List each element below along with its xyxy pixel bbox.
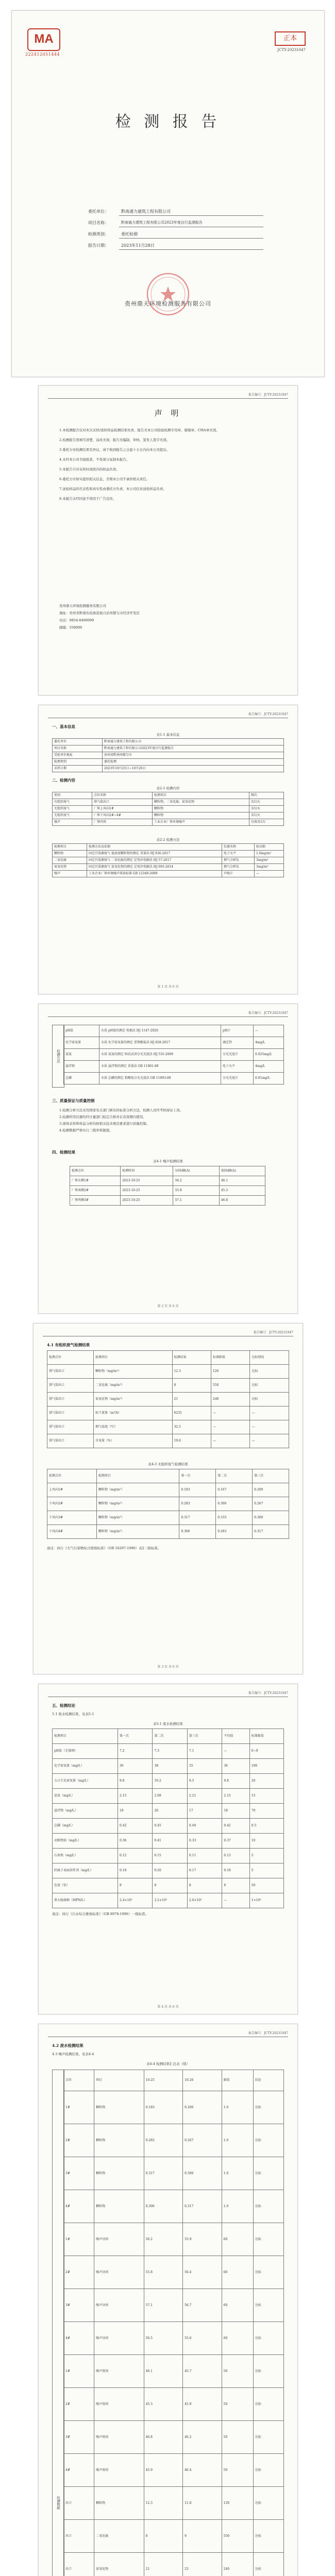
page-header: 报告编号：JCTY-20231047: [248, 1691, 288, 1695]
page-number: 第 3 页 共 6 页: [157, 1665, 179, 1669]
table-row: 化学需氧量 水质 化学需氧量的测定 重铬酸盐法 HJ 828-2017 滴定管 4mg/L: [64, 1037, 284, 1049]
wastewater-table: [52, 1728, 284, 1908]
page-number: 第 4 页 共 6 页: [157, 2005, 179, 2009]
table-row: 厂界南侧2# 2023-10-25 55.8 45.3: [70, 1186, 265, 1196]
contact-line: 邮编：558000: [59, 625, 82, 630]
table-row: 检测点位 检测时间 昼间dB(A) 夜间dB(A): [70, 1166, 265, 1176]
field-label: 报告日期：: [88, 243, 109, 248]
table-row: 氮氧化物 固定污染源废气 氮氧化物的测定 定电位电解法 HJ 693-2014 烟气分析仪 3mg/m³: [53, 864, 284, 871]
table-row: 检测点位 检测项目 检测结果 标准限值 达标情况: [47, 1351, 289, 1365]
declaration-item: 1.本检测报告仅对本次采样/送样样品检测结果负责，报告无本公司检验检测专用章、骑缝章、CMA章无效。: [59, 428, 220, 432]
table-row: 4# 颗粒物 0.300 0.317 1.0 达标: [64, 2190, 284, 2223]
table-row: 检测点位 检测项目 第一次 第二次 第三次: [47, 1469, 289, 1483]
table-row: 下风向3# 颗粒物（mg/m³） 0.317 0.333 0.300: [47, 1511, 289, 1525]
table-row: 下风向2# 颗粒物（mg/m³） 0.283 0.300 0.267: [47, 1497, 289, 1511]
table-row: 二氧化硫 固定污染源废气 二氧化硫的测定 定电位电解法 HJ 57-2017 烟气分析仪 3mg/m³: [53, 857, 284, 864]
field-value: 2023年11月28日: [121, 243, 155, 248]
table-row: 五日生化需氧量（mg/L） 9.8 10.2 9.5 9.8 20: [53, 1774, 284, 1789]
section-title: 四、检测结果: [52, 1150, 75, 1155]
section-title: 五、检测结论: [52, 1703, 75, 1708]
header-rule: [48, 1016, 288, 1017]
table-row: 排气筒出口 烟气温度（℃） 32.5 — —: [47, 1420, 289, 1434]
table-row: 项目名称 黔南通力建筑工程有限公司2023年度自行监测报告: [53, 745, 284, 752]
section-title: 4.2 废水检测结果: [52, 2043, 83, 2048]
table-row: 出口 颗粒物 12.3 11.8 120 达标: [64, 2487, 284, 2520]
basic-info-table: [52, 738, 284, 772]
field-label: 委托单位：: [88, 209, 109, 214]
table-row: 总磷（mg/L） 0.42 0.45 0.40 0.42 0.5: [53, 1819, 284, 1834]
qa-list: [59, 1107, 281, 1134]
table-row: 检测项目 第一次 第二次 第三次 平均值 标准限值: [53, 1729, 284, 1744]
section-title: 二、检测内容: [52, 778, 75, 783]
contact-line: 地址：贵州省黔南布依族苗族自治州都匀市经济开发区: [59, 611, 140, 615]
summary-results-page: [38, 2024, 298, 2576]
field-label: 项目名称：: [88, 221, 109, 225]
ma-number: 222412051444: [25, 52, 60, 57]
table-row: 2# 噪声夜间 45.3 45.9 50 达标: [64, 2388, 284, 2421]
table-row: pH值（无量纲） 7.2 7.3 7.1 — 6~9: [53, 1744, 284, 1759]
table-row: 采样日期 2023年10月25日~10月26日: [53, 766, 284, 772]
page-number: 第 2 页 共 6 页: [157, 1304, 179, 1308]
table-row: 3# 噪声夜间 46.8 46.2 50 达标: [64, 2421, 284, 2454]
field-underline: [119, 215, 263, 216]
company-seal-icon: [145, 271, 191, 317]
field-value: 黔南通力建筑工程有限公司: [121, 209, 171, 214]
original-copy-stamp: 正本: [275, 31, 306, 46]
report-number: JCTY-20231047: [277, 48, 306, 52]
table-caption: 表4-4 检测结果汇总表（续）: [146, 2062, 190, 2066]
table-row: 3# 噪声昼间 57.1 56.7 60 达标: [64, 2289, 284, 2322]
side-label: 检测数据: [52, 2070, 64, 2576]
section-title: 一、基本信息: [52, 724, 75, 729]
table-header-row: 点位 项目 10-25 10-26 限值 结论: [64, 2070, 284, 2091]
table-row: 1# 噪声昼间 56.2 55.9 60 达标: [64, 2223, 284, 2256]
header-rule: [48, 398, 288, 399]
cover-field-row: [88, 207, 263, 218]
unorganized-gas-table: [47, 1469, 289, 1539]
table-row: 无组织废气 厂界下风向2#~4# 颗粒物 3次/天: [53, 812, 284, 819]
methods-qa-page: [38, 1004, 298, 1314]
contact-line: 电话：0854-8400099: [59, 618, 94, 622]
cover-field-row: [88, 229, 263, 241]
table-row: 化学需氧量（mg/L） 36 38 35 36 100: [53, 1759, 284, 1774]
methods-table: [63, 1025, 284, 1084]
table-row: 检测类别 委托检测: [53, 759, 284, 766]
table-caption: 表5-1 废水检测结果: [153, 1722, 183, 1726]
summary-table: [63, 2070, 284, 2576]
declaration-page: [38, 385, 298, 696]
declaration-item: 5.本报告只对采样时间段内的样品负责。: [59, 467, 120, 471]
table-row: 受检单位地址 贵州省黔南州都匀市: [53, 752, 284, 759]
table-note: 备注：执行《污水综合排放标准》（GB 8978-1996）一级标准。: [52, 1912, 149, 1916]
table-row: 2# 噪声昼间 55.8 56.4 60 达标: [64, 2256, 284, 2289]
table-row: 阴离子表面活性剂（mg/L） 0.18 0.20 0.17 0.18 5: [53, 1863, 284, 1878]
method-table: [52, 843, 284, 877]
noise-table: [70, 1166, 265, 1206]
table-row: 有组织废气 排气筒出口 颗粒物、二氧化硫、氮氧化物 3次/天: [53, 799, 284, 806]
table-row: 排气筒出口 标干流量（m³/h） 6235 — —: [47, 1406, 289, 1420]
table-row: 上风向1# 颗粒物（mg/m³） 0.183 0.167 0.200: [47, 1483, 289, 1497]
table-row: pH值 水质 pH值的测定 电极法 HJ 1147-2020 pH计 —: [64, 1025, 284, 1037]
table-caption: 4.1 有组织废气检测结果: [47, 1343, 90, 1347]
cover-field-row: [88, 241, 263, 252]
table-row: 无组织废气 厂界上风向1# 颗粒物 3次/天: [53, 806, 284, 812]
table-row: 石油类（mg/L） 0.12 0.15 0.11 0.13 5: [53, 1849, 284, 1863]
sub-section-title: 4.3 噪声检测结果，见表4-4: [52, 2052, 94, 2056]
field-label: 检测类别：: [88, 232, 109, 236]
declaration-item: 4.未经本公司书面批准，不得部分复制本报告。: [59, 457, 130, 462]
table-row: 排气筒出口 氮氧化物（mg/m³） 21 240 达标: [47, 1393, 289, 1406]
declaration-item: 3.委托方对检测结果有异议，请于收到报告之日起十五日内向本公司提出。: [59, 448, 170, 452]
declaration-list: [59, 427, 281, 505]
table-note: 备注：执行《大气污染物综合排放标准》（GB 16297-1996）表2二级标准。: [47, 1546, 161, 1550]
qa-item: 3.现场采样和样品分析均按相关技术规范要求进行质量控制。: [59, 1122, 150, 1126]
table-row: 类别 点位名称 检测项目 频次: [53, 792, 284, 799]
field-underline: [119, 249, 263, 250]
declaration-item: 7.送检样品的代表性和真实性由委托方负责，本公司仅对送检样品负责。: [59, 487, 166, 491]
ma-logo: MA: [27, 28, 60, 51]
table-row: 悬浮物（mg/L） 18 20 17 18 70: [53, 1804, 284, 1819]
field-value: 委托检测: [121, 232, 138, 236]
basic-info-page: [38, 705, 298, 994]
table-row: 3# 颗粒物 0.317 0.300 1.0 达标: [64, 2157, 284, 2190]
table-row: 粪大肠菌群（MPN/L） 2.4×10³ 2.2×10³ 2.6×10³ — 1×10⁴: [53, 1893, 284, 1908]
table-row: 氨氮（mg/L） 2.15 2.08 2.21 2.15 15: [53, 1789, 284, 1804]
table-row: 总磷 水质 总磷的测定 钼酸铵分光光度法 GB 11893-89 分光光度计 0.01mg/L: [64, 1073, 284, 1084]
contact-line: 贵州鼎天环境检测服务有限公司: [59, 604, 106, 608]
table-row: 排气筒出口 二氧化硫（mg/m³） 8 550 达标: [47, 1379, 289, 1393]
cover-field-row: [88, 218, 263, 229]
page-header: 报告编号：JCTY-20231047: [248, 1011, 288, 1015]
side-label: 检测方法: [52, 1025, 64, 1088]
table-caption: 表2-1 检测内容: [156, 786, 180, 790]
table-caption: 表4-3 无组织废气检测结果: [148, 1462, 188, 1466]
table-row: 1# 颗粒物 0.183 0.200 1.0 达标: [64, 2091, 284, 2124]
table-row: 厂界东侧1# 2023-10-25 56.2 46.1: [70, 1176, 265, 1186]
table-row: 4# 噪声昼间 56.5 55.6 60 达标: [64, 2322, 284, 2355]
declaration-item: 2.检测报告需填写清楚，涂改无效；报告无编制、审核、签发人签字无效。: [59, 438, 170, 442]
cover-fields: [88, 207, 263, 252]
report-title: 检 测 报 告: [115, 113, 221, 131]
report-cover-page: [11, 10, 325, 377]
page-header: 报告编号：JCTY-20231047: [254, 1331, 293, 1334]
qa-item: 4.检测数据严格实行三级审核制度。: [59, 1128, 113, 1132]
qa-item: 2.检测所用仪器均经计量部门检定合格并在有效期内使用。: [59, 1115, 146, 1119]
table-row: 厂界西侧3# 2023-10-25 57.1 46.8: [70, 1196, 265, 1206]
contact-block: [59, 602, 140, 631]
wastewater-results-page: [38, 1684, 298, 2014]
table-row: 1# 噪声夜间 46.1 45.7 50 达标: [64, 2355, 284, 2388]
field-underline: [119, 238, 263, 239]
page-header: 报告编号：JCTY-20231047: [248, 393, 288, 397]
table-row: 噪声 厂界四周 工业企业厂界环境噪声 昼夜各1次: [53, 819, 284, 826]
table-row: 2# 颗粒物 0.283 0.267 1.0 达标: [64, 2124, 284, 2157]
table-row: 噪声 工业企业厂界环境噪声排放标准 GB 12348-2008 声级计 —: [53, 871, 284, 877]
content-table: [52, 792, 284, 826]
table-row: 动植物油（mg/L） 0.36 0.41 0.33 0.37 10: [53, 1834, 284, 1849]
company-name: 贵州鼎天环境检测服务有限公司: [125, 300, 211, 307]
table-row: 出口 氮氧化物 21 23 240 达标: [64, 2553, 284, 2576]
page-header: 报告编号：JCTY-20231047: [248, 713, 288, 716]
section-title: 三、质量保证与质量控制: [52, 1098, 95, 1103]
table-row: 颗粒物 固定污染源废气 低浓度颗粒物的测定 重量法 HJ 836-2017 电子天平 1.0mg/m³: [53, 851, 284, 857]
table-row: 下风向4# 颗粒物（mg/m³） 0.300 0.283 0.317: [47, 1525, 289, 1539]
page-number: 第 1 页 共 6 页: [157, 985, 179, 989]
qa-item: 1.检测分析方法采用国家有关部门颁布的标准分析方法，检测人员经考核持证上岗。: [59, 1108, 183, 1112]
table-row: 悬浮物 水质 悬浮物的测定 重量法 GB 11901-89 电子天平 4mg/L: [64, 1061, 284, 1073]
table-caption: 表1-1 基本信息: [156, 733, 180, 737]
table-caption: 表4-1 噪声检测结果: [153, 1159, 183, 1163]
declaration-title: 声 明: [154, 409, 182, 418]
declaration-item: 8.本报告未经同意不得用于广告宣传。: [59, 497, 116, 501]
field-value: 黔南通力建筑工程有限公司2023年度自行监测报告: [121, 221, 203, 225]
table-row: 检测项目 检测方法及依据 仪器名称 检出限: [53, 844, 284, 851]
gas-results-page: [33, 1323, 303, 1674]
table-row: 排气筒出口 颗粒物（mg/m³） 12.3 120 达标: [47, 1365, 289, 1379]
table-row: 排气筒出口 含氧量（%） 19.6 — —: [47, 1434, 289, 1448]
page-header: 报告编号：JCTY-20231047: [248, 2031, 288, 2035]
table-row: 4# 噪声夜间 45.9 46.4 50 达标: [64, 2454, 284, 2487]
table-caption: 表2-2 检测方法: [156, 838, 180, 842]
table-row: 出口 二氧化硫 8 9 550 达标: [64, 2520, 284, 2553]
table-row: 氨氮 水质 氨氮的测定 纳氏试剂分光光度法 HJ 535-2009 分光光度计 0.025mg/L: [64, 1049, 284, 1061]
table-row: 委托单位 黔南通力建筑工程有限公司: [53, 739, 284, 745]
declaration-item: 6.委托方应如实提供相关信息，否则本公司不承担相关责任。: [59, 477, 150, 481]
organized-gas-table: [47, 1350, 289, 1448]
sub-section-title: 5.1 废水检测结果，见表5-1: [52, 1712, 94, 1716]
table-row: 色度（倍） 8 8 8 8 50: [53, 1878, 284, 1893]
